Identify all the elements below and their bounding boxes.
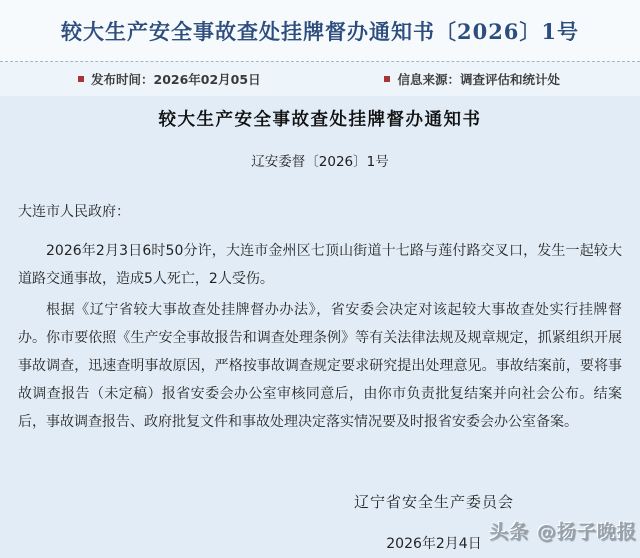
- salutation: 大连市人民政府：: [18, 204, 130, 220]
- publish-date: [78, 70, 261, 88]
- document-body: [0, 106, 640, 558]
- info-source: [384, 70, 560, 88]
- paragraph: 2026年2月3日6时50分许，大连市金州区七顶山街道十七路与莲付路交叉口，发生一起较大道路交通事故，造成5人死亡，2人受伤。: [18, 243, 622, 287]
- document-title: 较大生产安全事故查处挂牌督办通知书: [158, 110, 482, 130]
- document-number: 辽安委督〔2026〕1号: [251, 154, 389, 170]
- page-title: 较大生产安全事故查处挂牌督办通知书〔2026〕1号: [60, 18, 580, 44]
- page-header: [0, 0, 640, 62]
- paragraph: 根据《辽宁省较大事故查处挂牌督办办法》，省安委会决定对该起较大事故查处实行挂牌督办。你市要依照《生产安全事故报告和调查处理条例》等有关法律法规及规章规定，抓紧组织开展事故调查，迅速查明事故原因，严格按事故调查规定要求研究提出处理意见。事故结案前，要将事故调查报告（未定稿）报省安委会办公室审核同意后，由你市负责批复结案并向社会公布。结案后，事故调查报告、政府批复文件和事故处理决定落实情况要及时报省安委会办公室备案。: [18, 302, 622, 430]
- press-watermark: 头条 @扬子晚报: [489, 521, 637, 543]
- signature-date: 2026年2月4日: [386, 536, 482, 552]
- publish-date-label: 发布时间：2026年02月05日: [91, 72, 261, 87]
- meta-bar: [0, 62, 640, 96]
- red-square-icon: [78, 76, 84, 82]
- info-source-label: 信息来源：调查评估和统计处: [397, 72, 560, 87]
- red-square-icon: [384, 76, 390, 82]
- signature: 辽宁省安全生产委员会: [353, 493, 514, 511]
